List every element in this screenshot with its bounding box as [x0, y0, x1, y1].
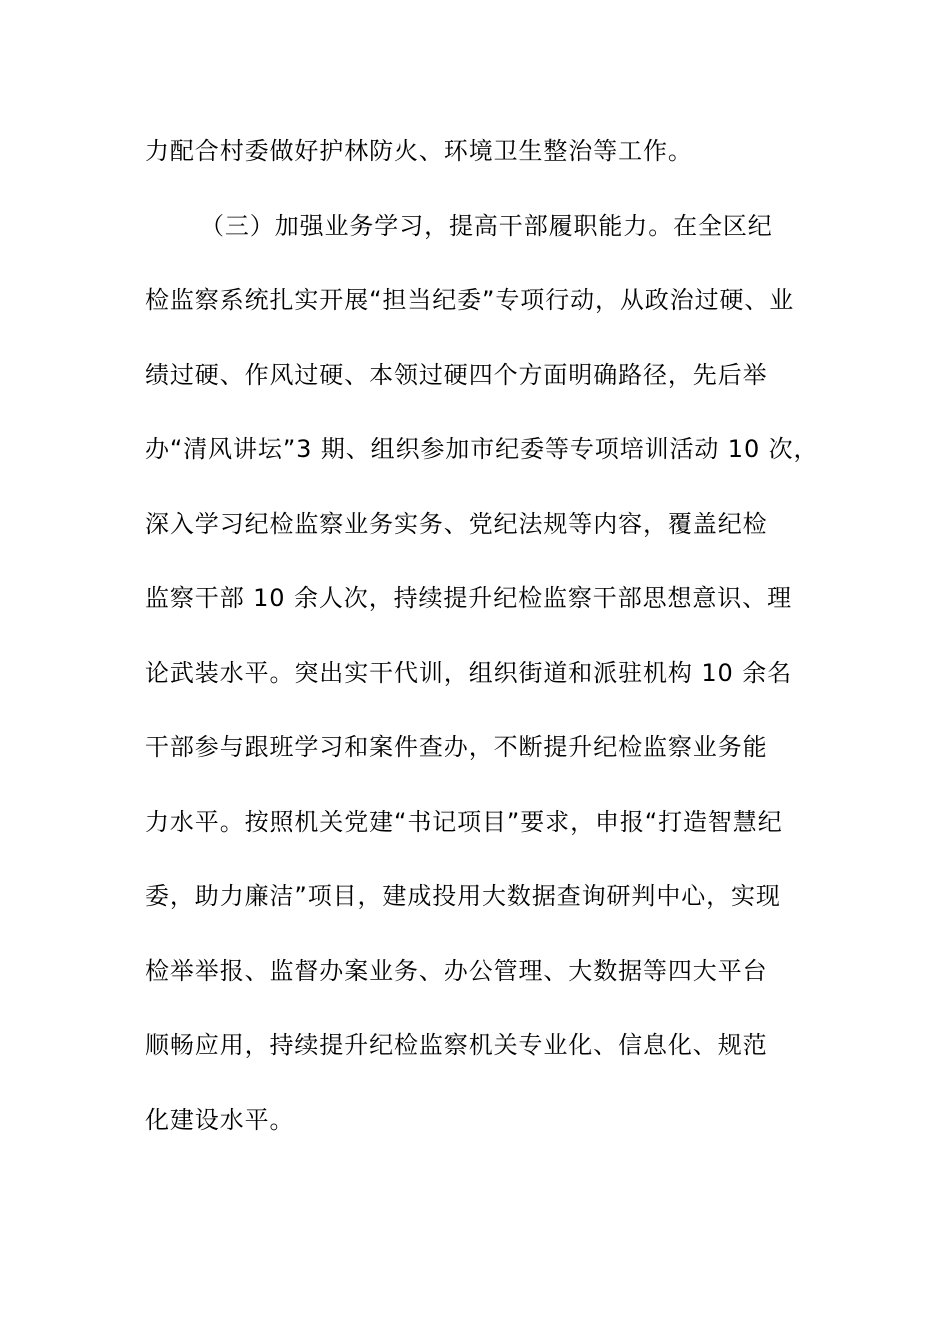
paragraph-line: 监察干部 10 余人次，持续提升纪检监察干部思想意识、理: [145, 584, 792, 612]
paragraph-line: 检举举报、监督办案业务、办公管理、大数据等四大平台: [145, 956, 768, 985]
paragraph-line: 检监察系统扎实开展“担当纪委”专项行动，从政治过硬、业: [145, 286, 795, 314]
paragraph-line: 委，助力廉洁”项目，建成投用大数据查询研判中心，实现: [145, 882, 781, 910]
paragraph-line: 办“清风讲坛”3 期、组织参加市纪委等专项培训活动 10 次，: [145, 435, 819, 463]
paragraph-line: 干部参与跟班学习和案件查办，不断提升纪检监察业务能: [145, 733, 768, 761]
paragraph-line: 论武装水平。突出实干代训，组织街道和派驻机构 10 余名: [145, 658, 792, 687]
paragraph-line: 顺畅应用，持续提升纪检监察机关专业化、信息化、规范: [145, 1031, 768, 1059]
paragraph-line: 力配合村委做好护林防火、环境卫生整治等工作。: [145, 137, 693, 165]
paragraph-line: 力水平。按照机关党建“书记项目”要求，申报“打造智慧纪: [145, 807, 783, 836]
paragraph-line: 绩过硬、作风过硬、本领过硬四个方面明确路径，先后举: [145, 360, 768, 389]
section-heading-line: （三）加强业务学习，提高干部履职能力。在全区纪: [200, 211, 773, 240]
body-text: [145, 114, 845, 1157]
paragraph-line: 深入学习纪检监察业务实务、党纪法规等内容，覆盖纪检: [145, 509, 768, 538]
paragraph-line: 化建设水平。: [145, 1105, 295, 1134]
